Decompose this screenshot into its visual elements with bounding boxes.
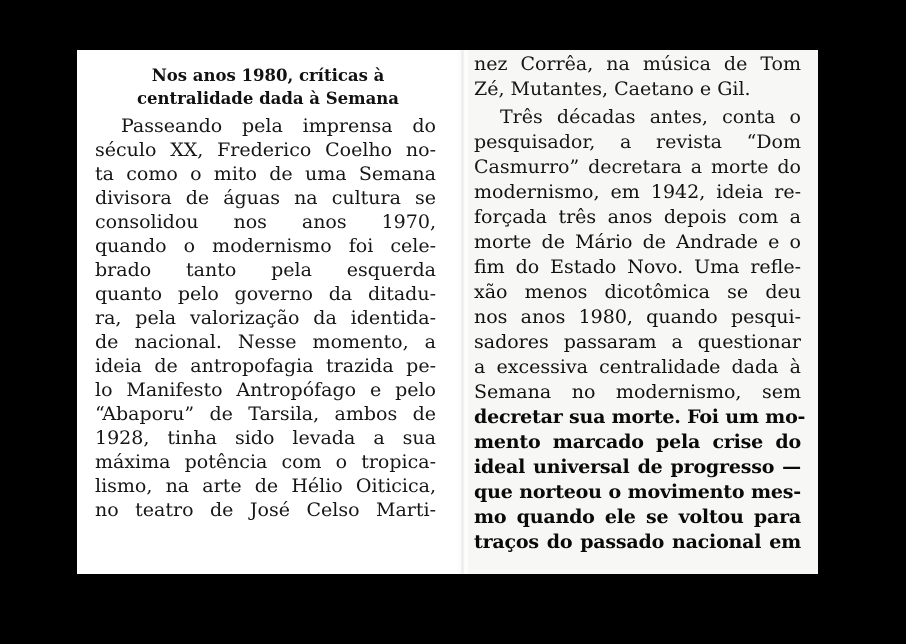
body-line: 1928, tinha sido levada a sua xyxy=(95,427,436,449)
headline-line-2: centralidade dada à Semana xyxy=(137,89,399,108)
body-line: mento marcado pela crise do xyxy=(474,431,801,453)
body-line: no teatro de José Celso Marti- xyxy=(95,499,436,521)
body-line: nos anos 1980, quando pesqui- xyxy=(474,306,801,328)
body-line: Passeando pela imprensa do xyxy=(121,115,436,137)
body-line: de nacional. Nesse momento, a xyxy=(95,331,436,353)
body-line: decretar sua morte. Foi um mo- xyxy=(474,406,806,428)
body-line: sadores passaram a questionar xyxy=(474,331,801,353)
body-line: consolidou nos anos 1970, xyxy=(95,211,436,233)
body-line: quanto pelo governo da ditadu- xyxy=(95,283,436,305)
body-line: Três décadas antes, conta o xyxy=(500,106,801,128)
body-line: brado tanto pela esquerda xyxy=(95,259,436,281)
body-line: Semana no modernismo, sem xyxy=(474,381,801,403)
body-line: “Abaporu” de Tarsila, ambos de xyxy=(95,403,436,425)
body-line: nez Corrêa, na música de Tom xyxy=(474,53,801,75)
body-line: xão menos dicotômica se deu xyxy=(474,281,801,303)
body-line: ta como o mito de uma Semana xyxy=(95,163,436,185)
body-line: quando o modernismo foi cele- xyxy=(95,235,436,257)
article-headline xyxy=(95,64,441,110)
headline-line-1: Nos anos 1980, críticas à xyxy=(151,66,385,85)
body-line: máxima potência com o tropica- xyxy=(95,451,436,473)
body-line: que norteou o movimento mes- xyxy=(474,481,801,503)
right-column xyxy=(468,50,818,574)
body-line: ra, pela valorização da identida- xyxy=(95,307,436,329)
body-line: pesquisador, a revista “Dom xyxy=(474,131,801,153)
body-line: forçada três anos depois com a xyxy=(474,206,801,228)
newspaper-clipping xyxy=(77,50,818,574)
body-line: ideal universal de progresso — xyxy=(474,456,801,478)
body-line: traços do passado nacional em xyxy=(474,531,801,553)
body-line: mo quando ele se voltou para xyxy=(474,506,801,528)
body-line: Casmurro” decretara a morte do xyxy=(474,156,801,178)
column-divider xyxy=(460,50,465,574)
body-line: a excessiva centralidade dada à xyxy=(474,356,801,378)
body-line: ideia de antropofagia trazida pe- xyxy=(95,355,436,377)
body-line: Zé, Mutantes, Caetano e Gil. xyxy=(474,78,751,100)
body-line: século XX, Frederico Coelho no- xyxy=(95,139,436,161)
body-line: modernismo, em 1942, ideia re- xyxy=(474,181,801,203)
body-line: morte de Mário de Andrade e o xyxy=(474,231,801,253)
left-column xyxy=(77,50,457,574)
body-line: fim do Estado Novo. Uma refle- xyxy=(474,256,801,278)
body-line: divisora de águas na cultura se xyxy=(95,187,436,209)
body-line: lismo, na arte de Hélio Oiticica, xyxy=(95,475,436,497)
body-line: lo Manifesto Antropófago e pelo xyxy=(95,379,436,401)
